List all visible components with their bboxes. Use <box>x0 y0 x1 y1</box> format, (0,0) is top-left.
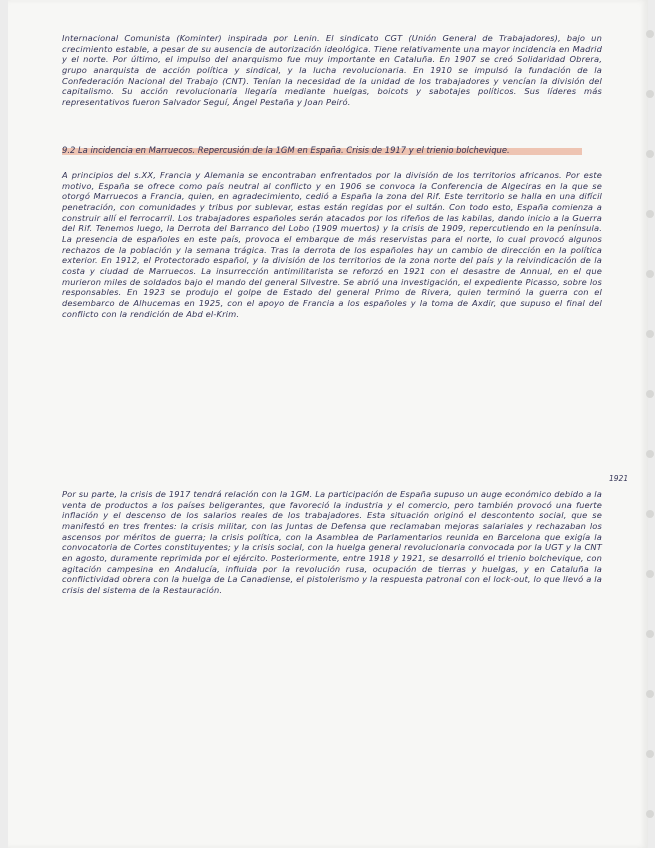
binder-hole <box>646 270 654 278</box>
notebook-page <box>8 0 648 848</box>
binder-hole <box>646 30 654 38</box>
binder-hole <box>646 630 654 638</box>
section-heading: 9.2 La incidencia en Marruecos. Repercusión de la 1GM en España. Crisis de 1917 y el trienio bolchevique. <box>62 145 582 156</box>
binder-hole <box>646 150 654 158</box>
binder-holes <box>644 20 655 840</box>
binder-hole <box>646 690 654 698</box>
binder-hole <box>646 330 654 338</box>
binder-hole <box>646 510 654 518</box>
paragraph-marruecos: A principios del s.XX, Francia y Alemania se encontraban enfrentados por la división de los territorios africanos. Por este motivo, España se ofrece como país neutral al conflicto y en 1906 se convoca la Conferencia de Algeciras en la que se otorgó Marruecos a Francia, quien, en agradecimiento, cedió a España la zona del Rif. Este territorio se halla en una difícil penetración, con comunidades y tribus por sublevar, estas están regidas por el sultán. Con todo esto, España comienza a construir allí el ferrocarril. Los trabajadores españoles serán atacados por los rifeños de las kabilas, dando inicio a la Guerra del Rif. Tenemos luego, la Derrota del Barranco del Lobo (1909 muertos) y la crisis de 1909, repercutiendo en la península. La presencia de españoles en este país, provoca el embarque de más reservistas para el norte, lo cual provocó algunos rechazos de la población y la semana trágica. Tras la derrota de los españoles hay un cambio de dirección en la política exterior. En 1912, el Protectorado español, y la división de los territorios de la zona norte del país y la reivindicación de la costa y ciudad de Marruecos. La insurrección antimilitarista se reforzó en 1921 con el desastre de Annual, en el que murieron miles de soldados bajo el mando del general Silvestre. Se abrió una investigación, el expediente Picasso, sobre los responsables. En 1923 se produjo el golpe de Estado del general Primo de Rivera, quien terminó la guerra con el desembarco de Alhucemas en 1925, con el apoyo de Francia a los españoles y la toma de Axdir, que supuso el final del conflicto con la rendición de Abd el-Krim. <box>62 170 602 319</box>
binder-hole <box>646 450 654 458</box>
paragraph-crisis-1917: Por su parte, la crisis de 1917 tendrá relación con la 1GM. La participación de España supuso un auge económico debido a la venta de productos a los países beligerantes, que favoreció la industria y el comercio, pero también provocó una fuerte inflación y el descenso de los salarios reales de los trabajadores. Esta situación originó el descontento social, que se manifestó en tres frentes: la crisis militar, con las Juntas de Defensa que reclamaban mejoras salariales y rechazaban los ascensos por méritos de guerra; la crisis política, con la Asamblea de Parlamentarios reunida en Barcelona que exigía la convocatoria de Cortes constituyentes; y la crisis social, con la huelga general revolucionaria convocada por la UGT y la CNT en agosto, duramente reprimida por el ejército. Posteriormente, entre 1918 y 1921, se desarrolló el trienio bolchevique, con agitación campesina en Andalucía, influida por la revolución rusa, ocupación de tierras y huelgas, y en Cataluña la conflictividad obrera con la huelga de La Canadiense, el pistolerismo y la respuesta patronal con el lock-out, lo que llevó a la crisis del sistema de la Restauración. <box>62 489 602 595</box>
binder-hole <box>646 210 654 218</box>
binder-hole <box>646 810 654 818</box>
binder-hole <box>646 390 654 398</box>
margin-note: 1921 <box>609 474 629 483</box>
paragraph-anarchism: Internacional Comunista (Kominter) inspirada por Lenin. El sindicato CGT (Unión General de Trabajadores), bajo un crecimiento estable, a pesar de su ausencia de autorización ideológica. Tiene relativamente una mayor incidencia en Madrid y el norte. Por último, el impulso del anarquismo fue muy importante en Cataluña. En 1907 se creó Solidaridad Obrera, grupo anarquista de acción política y sindical, y la lucha revolucionaria. En 1910 se impulsó la fundación de la Confederación Nacional del Trabajo (CNT). Tenían la necesidad de la unidad de los trabajadores y vencían la división del capitalismo. Su acción revolucionaria llegaría mediante huelgas, boicots y sabotajes políticos. Sus líderes más representativos fueron Salvador Seguí, Ángel Pestaña y Joan Peiró. <box>62 33 602 107</box>
binder-hole <box>646 750 654 758</box>
binder-hole <box>646 570 654 578</box>
binder-hole <box>646 90 654 98</box>
